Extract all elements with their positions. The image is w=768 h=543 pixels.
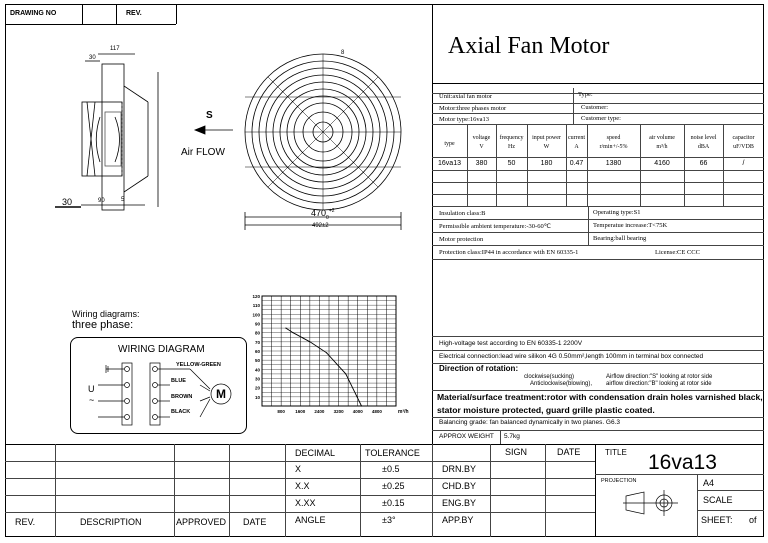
chart-y-tick-label: 40 xyxy=(254,367,260,373)
signoff-role: ENG.BY xyxy=(442,498,477,508)
wiring-box-title: WIRING DIAGRAM xyxy=(118,344,205,355)
wiring-schematic xyxy=(70,337,247,434)
tolerance-decimal: X.XX xyxy=(295,498,316,508)
description-column: DESCRIPTION xyxy=(80,517,142,527)
spec-header-unit: A xyxy=(574,144,579,150)
date-header: DATE xyxy=(557,447,581,457)
wire-blue: BLUE xyxy=(171,378,186,384)
rotation-clockwise-airflow: Airflow direction:"S" looking at rotor side xyxy=(606,374,713,380)
operating-type: Operating type:S1 xyxy=(593,209,641,216)
spec-header-cell xyxy=(496,134,527,152)
signoff-role: APP.BY xyxy=(442,515,474,525)
spec-value-cell: 66 xyxy=(699,160,708,167)
spec-header-cell xyxy=(723,134,764,152)
tolerance-value: ±0.5 xyxy=(382,464,400,474)
airflow-s-label: S xyxy=(206,110,213,121)
weight-label: APPROX WEIGHT xyxy=(439,433,494,440)
spec-value-cell: 4160 xyxy=(654,160,670,167)
info-customer-type-label: Customer type: xyxy=(581,115,621,122)
spec-header-name: current xyxy=(568,135,585,141)
material-treatment-line1: Material/surface treatment:rotor with condensation drain holes varnished black, xyxy=(437,392,763,402)
tolerance-value: ±0.25 xyxy=(382,481,405,491)
info-type-label: Type: xyxy=(578,91,593,98)
performance-chart xyxy=(245,290,413,420)
spec-header-unit: m³/h xyxy=(656,144,668,150)
rotation-clockwise: clockwise(sucking) xyxy=(524,374,575,380)
motor-protection: Motor protection xyxy=(439,236,484,243)
chart-x-tick-label: 1600 xyxy=(295,409,306,414)
wire-yellow-green: YELLOW-GREEN xyxy=(176,362,221,368)
spec-header-unit: Hz xyxy=(508,144,515,150)
paper-size: A4 xyxy=(703,478,715,488)
spec-header-unit: V xyxy=(479,144,484,150)
chart-data-point xyxy=(345,373,346,374)
dim-117: 117 xyxy=(110,46,120,52)
electrical-connection: Electrical connection:lead wire silikon 4G 0.50mm²,length 100mm in terminal box connected xyxy=(439,353,704,360)
dim-90: 90 xyxy=(98,198,105,204)
chart-y-tick-label: 50 xyxy=(254,358,260,364)
projection-label: PROJECTION xyxy=(601,478,637,484)
high-voltage-test: High-voltage test according to EN 60335-1 2200V xyxy=(439,340,583,347)
spec-value-cell: / xyxy=(742,160,745,167)
title-label: TITLE xyxy=(605,448,627,457)
spec-value-cell: 16va13 xyxy=(438,160,461,167)
spec-header-cell xyxy=(527,134,566,152)
chart-y-tick-label: 20 xyxy=(254,385,260,391)
spec-header-name: noise level xyxy=(690,135,717,141)
rev-column: REV. xyxy=(15,517,36,527)
spec-header-name: frequency xyxy=(499,135,524,141)
rotation-anticlockwise: Anticlockwise(blowing), xyxy=(530,381,593,387)
info-unit: Unit:axial fan motor xyxy=(439,93,493,100)
wiring-title-1: Wiring diagrams: xyxy=(72,309,140,319)
rotation-label: Direction of rotation: xyxy=(439,364,519,373)
chart-y-tick-label: 110 xyxy=(252,303,260,309)
spec-header-cell xyxy=(684,134,723,152)
dim-30-bottom: 30 xyxy=(62,197,73,207)
wiring-title-2: three phase: xyxy=(72,319,134,331)
insulation-class: Insulation class:B xyxy=(439,210,486,217)
chart-series-line xyxy=(286,328,362,406)
revision-date-column: DATE xyxy=(243,517,267,527)
chart-data-point xyxy=(309,341,310,342)
tolerance-decimal: ANGLE xyxy=(295,515,326,525)
spec-value-cell: 1380 xyxy=(605,160,622,167)
weight-value: 5.7kg xyxy=(504,433,520,440)
chart-x-tick-label: 800 xyxy=(277,409,285,414)
material-treatment-line2: stator moisture protected, guard grille plastic coated. xyxy=(437,405,655,415)
spec-header-name: speed xyxy=(606,135,621,141)
spec-header-name: type xyxy=(444,141,455,147)
bearing: Bearing:ball bearing xyxy=(593,235,647,242)
chart-data-point xyxy=(293,332,294,333)
dim-470-lower: 0 xyxy=(326,214,329,221)
fan-technical-drawing xyxy=(55,42,425,242)
spec-header-cell xyxy=(467,134,496,152)
chart-y-tick-label: 120 xyxy=(252,294,260,299)
chart-y-tick-label: 80 xyxy=(254,330,260,336)
dim-5: 5 xyxy=(121,197,125,203)
tolerance-decimal: X.X xyxy=(295,481,310,491)
dim-470 xyxy=(311,209,335,221)
spec-header-name: capacitor xyxy=(732,135,755,141)
chart-y-tick-label: 60 xyxy=(254,349,260,354)
rotation-anticlockwise-airflow: airflow direction:"B" looking at rotor side xyxy=(606,381,712,387)
motor-symbol: M xyxy=(216,387,226,401)
spec-value-cell: 180 xyxy=(540,160,553,167)
wire-brown: BROWN xyxy=(171,394,193,400)
chart-x-axis-label: m³/h xyxy=(398,409,409,415)
wire-black: BLACK xyxy=(171,409,191,415)
tolerance-value: ±3° xyxy=(382,515,396,525)
sign-header: SIGN xyxy=(505,447,528,457)
spec-header-cell xyxy=(587,134,640,152)
approved-column: APPROVED xyxy=(176,517,227,527)
signoff-role: DRN.BY xyxy=(442,464,477,474)
chart-x-tick-label: 4800 xyxy=(371,409,382,414)
spec-header-name: input power xyxy=(532,135,561,141)
spec-header-cell xyxy=(566,134,587,152)
tolerance-value: ±0.15 xyxy=(382,498,405,508)
chart-y-tick-label: 10 xyxy=(254,394,260,400)
dim-492: 492±2 xyxy=(312,223,329,229)
chart-data-point xyxy=(326,352,327,353)
protection-class: Protection class:IP44 in accordance with EN 60335-1 xyxy=(439,249,579,256)
chart-data-point xyxy=(361,405,362,406)
info-customer-label: Customer: xyxy=(581,104,609,111)
drawing-no-label: DRAWING NO xyxy=(10,10,57,17)
rev-label: REV. xyxy=(126,10,142,17)
chart-y-tick-label: 70 xyxy=(254,339,260,345)
tilde-label: ~ xyxy=(89,395,95,405)
sheet-of-label: of xyxy=(749,515,757,525)
document-title: Axial Fan Motor xyxy=(448,33,610,59)
signoff-role: CHD.BY xyxy=(442,481,477,491)
chart-x-tick-label: 3200 xyxy=(333,409,344,414)
spec-header-unit: r/min+/-5% xyxy=(599,144,628,150)
dim-470-upper: +2 xyxy=(328,208,335,214)
chart-y-tick-label: 90 xyxy=(254,321,260,327)
balancing-grade: Balancing grade: fan balanced dynamically in two planes. G6.3 xyxy=(439,419,621,426)
info-motor: Motor:three phases motor xyxy=(439,105,507,112)
spec-header-unit: dBA xyxy=(697,144,710,150)
u-label: U xyxy=(88,384,95,394)
temperature-increase: Temperatue increase:T<75K xyxy=(593,222,668,229)
chart-data-point xyxy=(285,327,286,328)
chart-x-tick-label: 4000 xyxy=(352,409,363,414)
chart-y-tick-label: 30 xyxy=(254,376,260,382)
spec-header-unit: W xyxy=(543,144,550,150)
decimal-header: DECIMAL xyxy=(295,448,336,458)
spec-header-cell xyxy=(640,134,684,152)
spec-header-name: air volume xyxy=(649,135,675,141)
spec-value-cell: 50 xyxy=(507,160,516,167)
spec-header-name: voltage xyxy=(472,135,491,141)
spec-value-cell: 380 xyxy=(475,160,488,167)
spec-header-unit: uF/VDB xyxy=(733,144,754,150)
spec-header-cell xyxy=(432,140,467,149)
license: License:CE CCC xyxy=(655,249,700,256)
dim-8: 8 xyxy=(341,50,345,56)
tolerance-decimal: X xyxy=(295,464,302,474)
scale-label: SCALE xyxy=(703,495,733,505)
sheet-label: SHEET: xyxy=(701,515,733,525)
projection-symbol-icon xyxy=(622,488,682,518)
airflow-label: Air FLOW xyxy=(181,147,225,158)
info-motor-type: Motor type:16va13 xyxy=(439,116,490,123)
tolerance-header: TOLERANCE xyxy=(365,448,420,458)
dim-30-top: 30 xyxy=(89,55,96,61)
chart-x-tick-label: 2400 xyxy=(314,409,325,414)
title-value: 16va13 xyxy=(648,451,717,474)
dim-470-value: 470 xyxy=(311,208,327,218)
chart-y-tick-label: 100 xyxy=(252,312,260,318)
ambient-temperature: Permissible ambient temperature:-30-60℃ xyxy=(439,223,551,230)
spec-value-cell: 0.47 xyxy=(569,160,584,167)
